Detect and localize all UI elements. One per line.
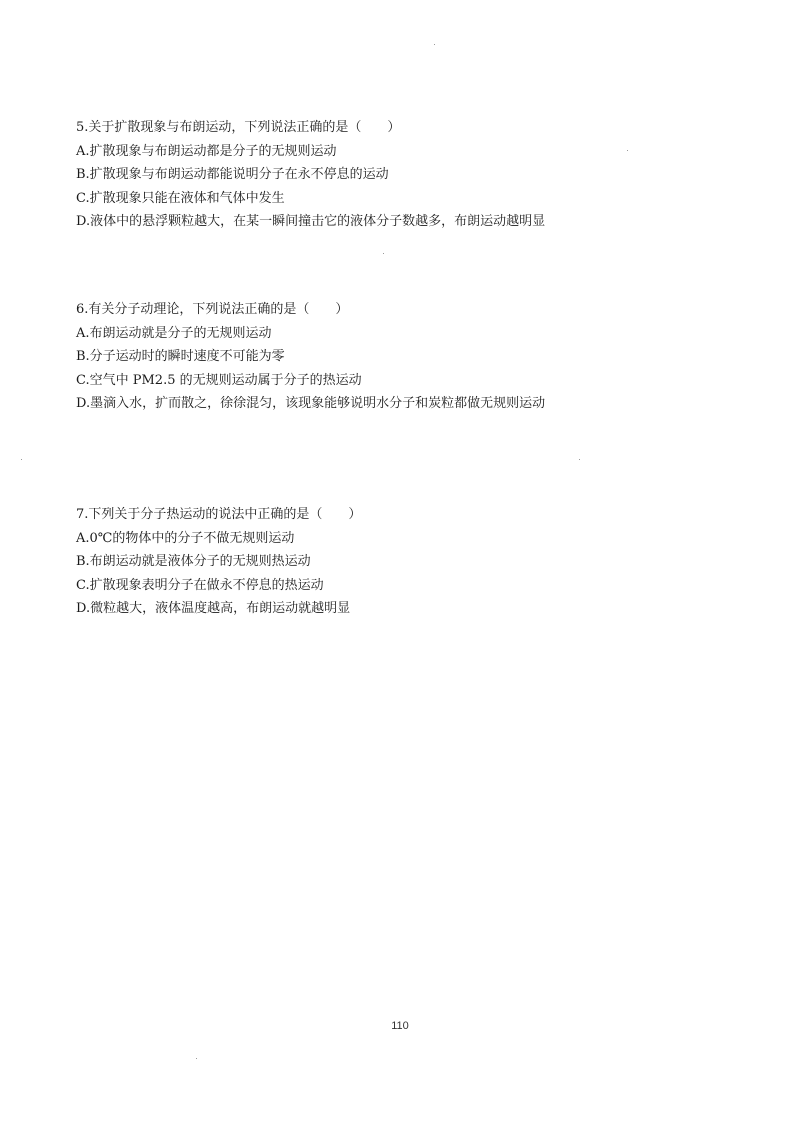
- question-5-option-d: D.液体中的悬浮颗粒越大，在某一瞬间撞击它的液体分子数越多，布朗运动越明显: [76, 214, 546, 229]
- question-6-stem: 6.有关分子动理论，下列说法正确的是（ ）: [76, 302, 349, 317]
- question-7-option-c: C.扩散现象表明分子在做永不停息的热运动: [76, 577, 324, 593]
- question-7: [76, 503, 776, 621]
- scan-speck: [383, 253, 384, 254]
- scan-speck: [627, 150, 628, 151]
- question-6-option-b: B.分子运动时的瞬时速度不可能为零: [76, 349, 285, 364]
- question-5-stem: 5.关于扩散现象与布朗运动，下列说法正确的是（ ）: [76, 120, 401, 135]
- page-number: 110: [391, 1020, 409, 1032]
- question-7-option-b: B.布朗运动就是液体分子的无规则热运动: [76, 554, 311, 569]
- question-5-option-c: C.扩散现象只能在液体和气体中发生: [76, 190, 285, 206]
- question-7-option-d: D.微粒越大，液体温度越高，布朗运动就越明显: [76, 601, 351, 616]
- question-7-stem: 7.下列关于分子热运动的说法中正确的是（ ）: [76, 507, 362, 522]
- question-7-option-a: A.0℃的物体中的分子不做无规则运动: [76, 530, 295, 546]
- scan-speck: [21, 459, 22, 460]
- question-6: [76, 298, 776, 416]
- scan-speck: [434, 44, 435, 45]
- question-5-option-a: A.扩散现象与布朗运动都是分子的无规则运动: [76, 143, 337, 159]
- question-6-option-d: D.墨滴入水，扩而散之，徐徐混匀，该现象能够说明水分子和炭粒都做无规则运动: [76, 396, 546, 411]
- question-6-option-a: A.布朗运动就是分子的无规则运动: [76, 325, 272, 341]
- question-6-option-c: C.空气中 PM2.5 的无规则运动属于分子的热运动: [76, 372, 362, 388]
- scan-speck: [579, 459, 580, 460]
- question-5-option-b: B.扩散现象与布朗运动都能说明分子在永不停息的运动: [76, 167, 389, 182]
- scan-speck: [196, 1058, 197, 1059]
- question-5: [76, 116, 776, 234]
